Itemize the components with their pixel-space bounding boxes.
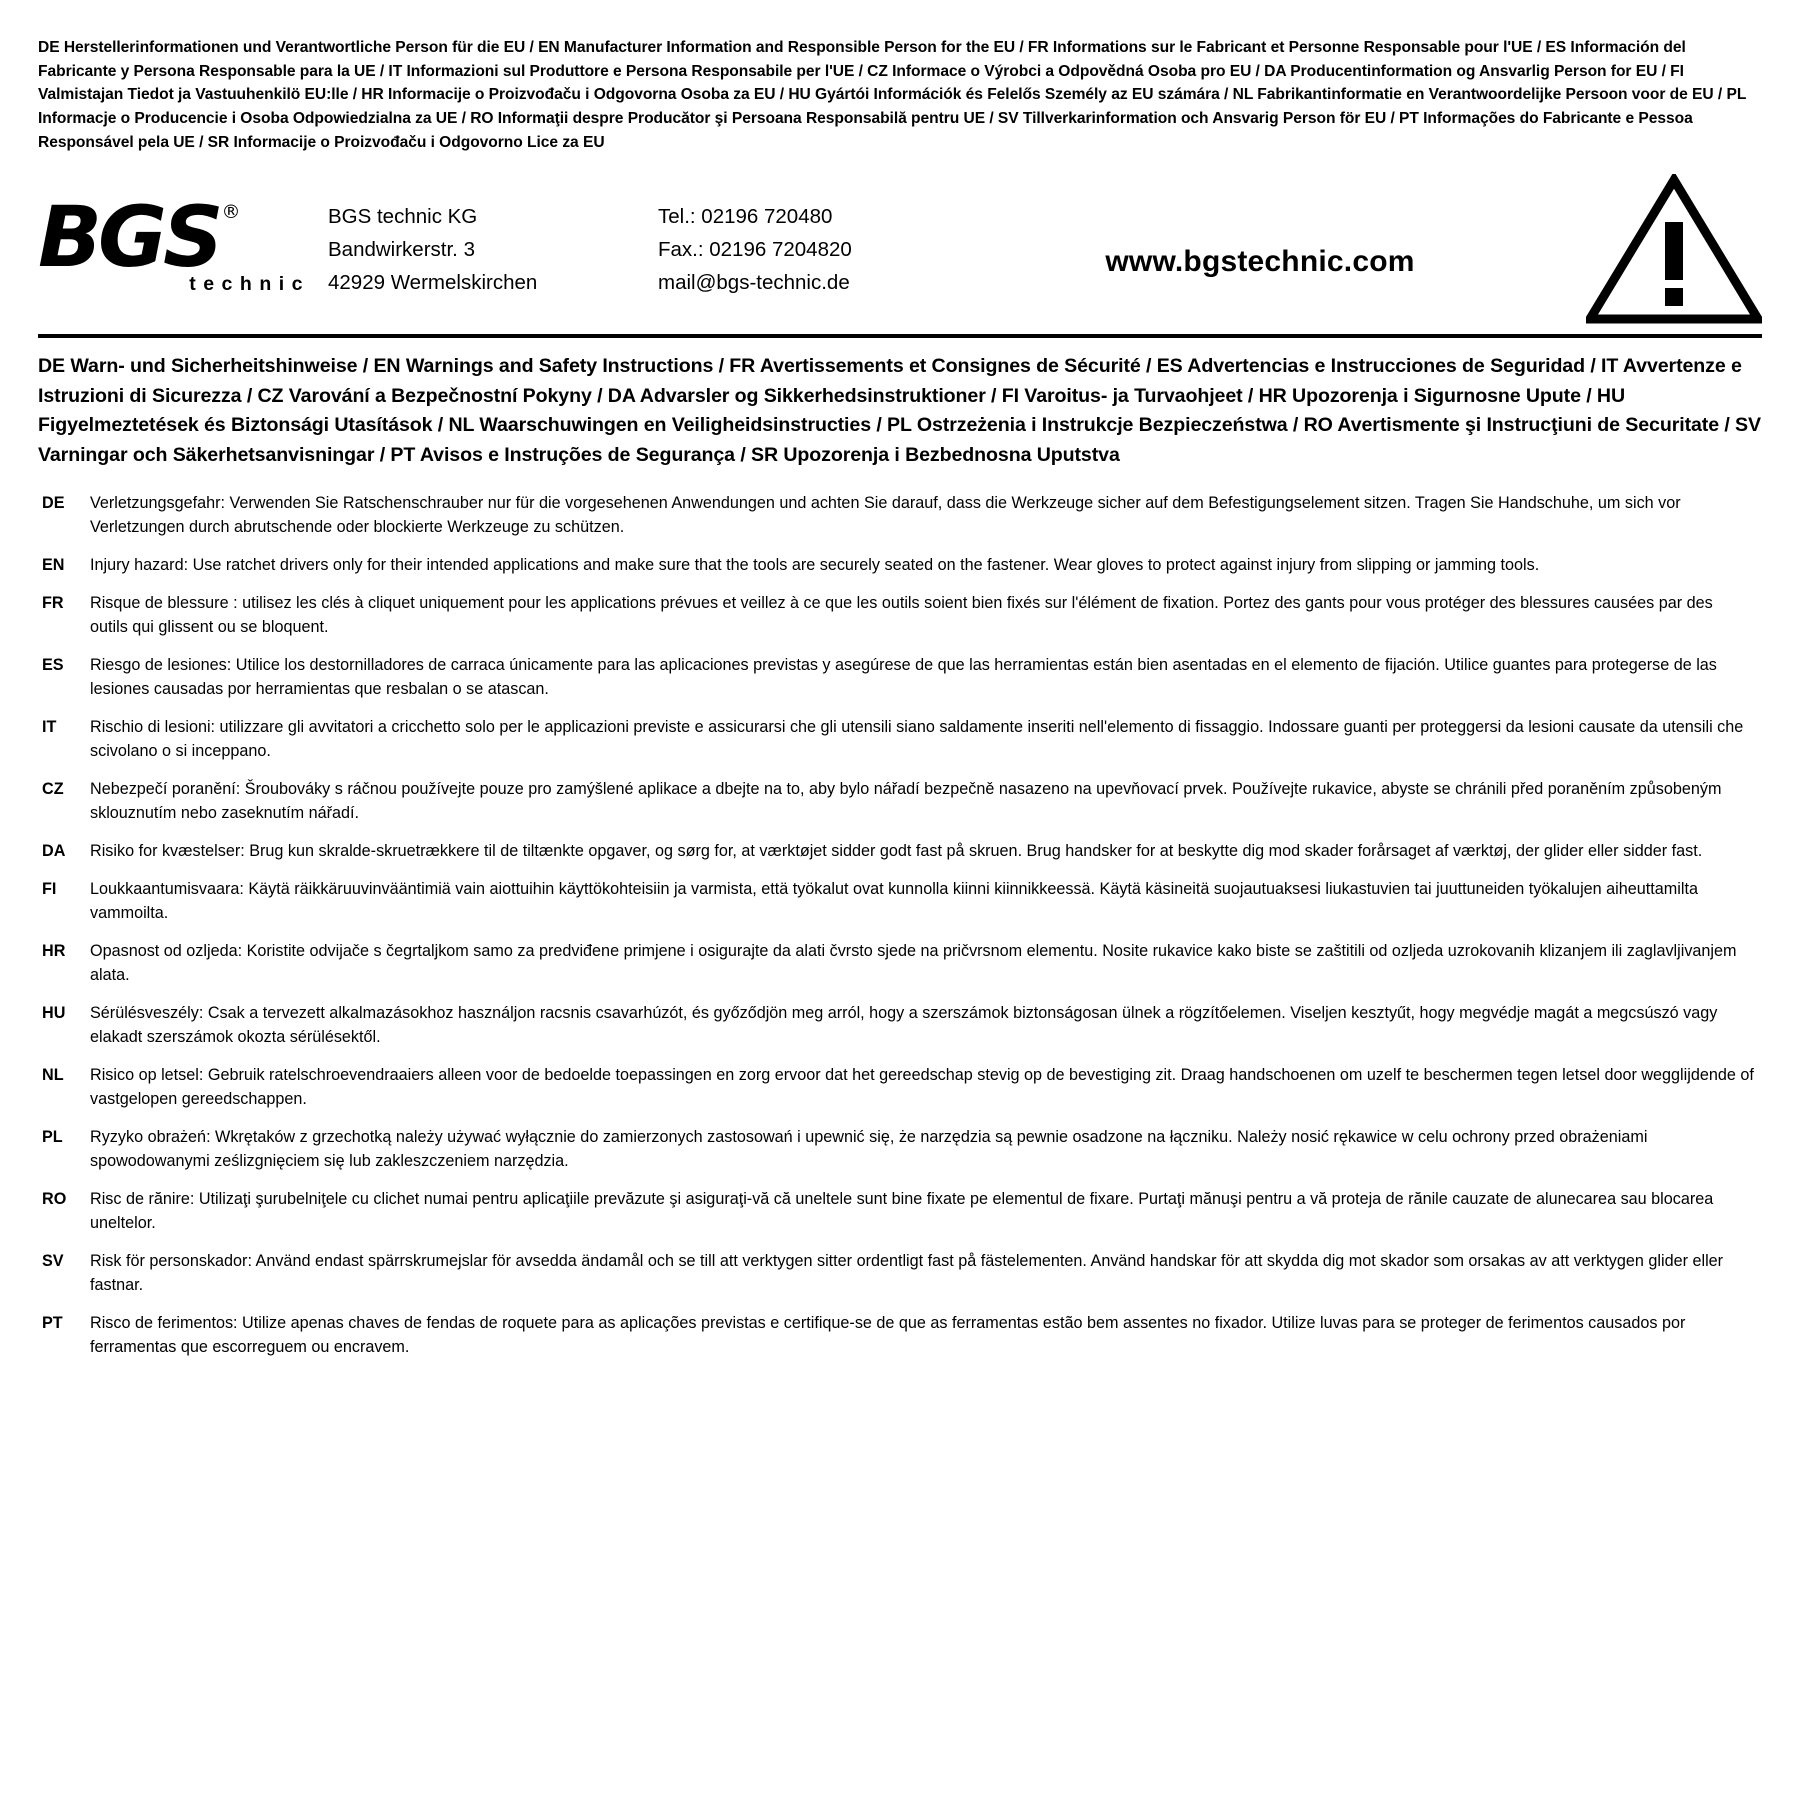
warning-triangle-icon xyxy=(1572,170,1762,324)
language-code: DA xyxy=(42,842,66,861)
registered-mark-icon: ® xyxy=(221,200,237,223)
bgs-logo xyxy=(38,187,328,297)
logo-wordmark-text: BGS xyxy=(38,187,220,286)
list-item xyxy=(38,592,1762,639)
instruction-text: Risico op letsel: Gebruik ratelschroevendraaiers alleen voor de bedoelde toepassingen en zorg ervoor dat het gereedschap stevig op de bevestiging zit. Draag handschoenen om uzelf te beschermen tegen letsel door wegglijdende of vastgelopen gereedschappen. xyxy=(90,1066,1754,1108)
instruction-text: Risc de rănire: Utilizaţi şurubelniţele cu clichet numai pentru aplicaţiile prevăzute şi asiguraţi-vă că uneltele sunt bine fixate pe elementul de fixare. Purtaţi mănuşi pentru a vă proteja de rănile cauzate de alunecarea sau blocarea uneltelor. xyxy=(90,1190,1714,1232)
instruction-text: Ryzyko obrażeń: Wkrętaków z grzechotką należy używać wyłącznie do zamierzonych zastosowań i upewnić się, że narzędzia są pewnie osadzone na łączniku. Należy nosić rękawice w celu ochrony przed obrażeniami spowodowanymi ześlizgnięciem się lub zakleszczeniem narzędzia. xyxy=(90,1128,1648,1170)
list-item xyxy=(38,1126,1762,1173)
language-code: HU xyxy=(42,1004,66,1023)
list-item xyxy=(38,716,1762,763)
manufacturer-info-heading: DE Herstellerinformationen und Verantwortliche Person für die EU / EN Manufacturer Information and Responsible Person for the EU / FR Informations sur le Fabricant et Personne Responsable pour l'UE / ES Información del Fabricante y Persona Responsable para la UE / IT Informazioni sul Produttore e Persona Responsabile per l'UE / CZ Informace o Výrobci a Odpovědná Osoba pro EU / DA Producentinformation og Ansvarlig Person for EU / FI Valmistajan Tiedot ja Vastuuhenkilö EU:lle / HR Informacije o Proizvođaču i Odgovorna Osoba za EU / HU Gyártói Információk és Felelős Személy az EU számára / NL Fabrikantinformatie en Verantwoordelijke Persoon voor de EU / PL Informacje o Producencie i Osoba Odpowiedzialna za UE / RO Informaţii despre Producător şi Persoana Responsabilă pentru UE / SV Tillverkarinformation och Ansvarig Person för EU / PT Informações do Fabricante e Pessoa Responsável pela UE / SR Informacije o Proizvođaču i Odgovorno Lice za EU xyxy=(38,39,1747,151)
instruction-text: Sérülésveszély: Csak a tervezett alkalmazásokhoz használjon racsnis csavarhúzót, és győződjön meg arról, hogy a szerszámok biztonságosan ülnek a rögzítőelemen. Viseljen kesztyűt, hogy megvédje magát a megcsúszó vagy elakadt szerszámok okozta sérülésektől. xyxy=(90,1004,1718,1046)
language-code: ES xyxy=(42,656,64,675)
instruction-text: Risiko for kvæstelser: Brug kun skralde-skruetrækkere til de tiltænkte opgaver, og sørg for, at værktøjet sidder godt fast på skruen. Brug handsker for at beskytte dig mod skader forårsaget af værktøj, der glider eller sidder fast. xyxy=(90,842,1703,861)
company-city: 42929 Wermelskirchen xyxy=(328,271,538,295)
list-item xyxy=(38,1250,1762,1297)
language-code: SV xyxy=(42,1252,64,1271)
language-code: HR xyxy=(42,942,66,961)
instruction-text: Loukkaantumisvaara: Käytä räikkäruuvinvääntimiä vain aiottuihin käyttökohteisiin ja varmista, että työkalut ovat kunnolla kiinni kiinnikkeessä. Käytä käsineitä suojautuaksesi liukastuvien tai juuttuneiden työkalujen aiheuttamilta vammoilta. xyxy=(90,880,1698,923)
company-street: Bandwirkerstr. 3 xyxy=(328,237,475,261)
instruction-text: Risco de ferimentos: Utilize apenas chaves de fendas de roquete para as aplicações previstas e certifique-se de que as ferramentas estão bem assentes no fixador. Utilize luvas para se proteger de ferimentos causados por ferramentas que escorreguem ou encravem. xyxy=(90,1314,1686,1356)
company-contact xyxy=(658,196,948,300)
list-item xyxy=(38,778,1762,825)
company-name: BGS technic KG xyxy=(328,204,478,228)
instruction-text: Rischio di lesioni: utilizzare gli avvitatori a cricchetto solo per le applicazioni previste e assicurarsi che gli utensili siano saldamente inseriti nell'elemento di fissaggio. Indossare guanti per proteggersi da lesioni causate da utensili che scivolano o si inceppano. xyxy=(90,718,1744,760)
list-item xyxy=(38,940,1762,987)
list-item xyxy=(38,878,1762,925)
language-code: EN xyxy=(42,555,65,574)
instruction-text: Nebezpečí poranění: Šroubováky s ráčnou používejte pouze pro zamýšlené aplikace a dbejte na to, aby bylo nářadí bezpečně nasazeno na upevňovací prvek. Používejte rukavice, abyste se chránili před poraněním způsobeným sklouznutím nebo zaseknutím nářadí. xyxy=(90,780,1722,822)
list-item xyxy=(38,1064,1762,1111)
list-item xyxy=(38,654,1762,701)
company-fax: Fax.: 02196 7204820 xyxy=(658,237,852,261)
logo-wordmark xyxy=(38,187,237,286)
company-tel: Tel.: 02196 720480 xyxy=(658,204,833,228)
language-code: PT xyxy=(42,1314,63,1333)
language-code: FI xyxy=(42,880,57,899)
company-address xyxy=(328,196,658,300)
brand-contact-band xyxy=(38,164,1762,338)
language-code: RO xyxy=(42,1190,67,1209)
language-code: DE xyxy=(42,494,65,512)
company-email[interactable]: mail@bgs-technic.de xyxy=(658,271,850,295)
instruction-text: Risque de blessure : utilisez les clés à cliquet uniquement pour les applications prévues et veillez à ce que les outils soient bien fixés sur l'élément de fixation. Portez des gants pour vous protéger des blessures causées par des outils qui glissent ou se bloquent. xyxy=(90,594,1713,636)
company-website[interactable]: www.bgstechnic.com xyxy=(1105,245,1415,279)
list-item xyxy=(38,554,1762,578)
instruction-text: Riesgo de lesiones: Utilice los destornilladores de carraca únicamente para las aplicaciones previstas y asegúrese de que las herramientas están bien asentadas en el elemento de fijación. Utilice guantes para protegerse de las lesiones causadas por herramientas que resbalan o se atascan. xyxy=(90,656,1717,698)
logo-subtitle: technic xyxy=(189,273,310,296)
list-item xyxy=(38,840,1762,864)
instruction-text: Risk för personskador: Använd endast spärrskrumejslar för avsedda ändamål och se till att verktygen sitter ordentligt fast på fästelementen. Använd handskar för att skydda dig mot skador som orsakas av att verktygen glider eller fastnar. xyxy=(90,1252,1724,1294)
instruction-text: Opasnost od ozljeda: Koristite odvijače s čegrtaljkom samo za predviđene primjene i osigurajte da alati čvrsto sjede na pričvrsnom elementu. Nosite rukavice kako biste se zaštitili od ozljeda uzrokovanih klizanjem ili zaglavljivanjem alata. xyxy=(90,942,1737,985)
instruction-text: Verletzungsgefahr: Verwenden Sie Ratschenschrauber nur für die vorgesehenen Anwendungen und achten Sie darauf, dass die Werkzeuge sicher auf dem Befestigungselement sitzen. Tragen Sie Handschuhe, um sich vor Verletzungen durch abrutschende oder blockierte Werkzeuge zu schützen. xyxy=(90,494,1681,536)
language-code: PL xyxy=(42,1128,63,1147)
list-item xyxy=(38,492,1762,539)
language-code: NL xyxy=(42,1066,64,1085)
instruction-text: Injury hazard: Use ratchet drivers only for their intended applications and make sure that the tools are securely seated on the fastener. Wear gloves to protect against injury from slipping or jamming tools. xyxy=(90,555,1540,574)
list-item xyxy=(38,1312,1762,1359)
warnings-title: DE Warn- und Sicherheitshinweise / EN Warnings and Safety Instructions / FR Avertissements et Consignes de Sécurité / ES Advertencias e Instrucciones de Seguridad / IT Avvertenze e Istruzioni di Sicurezza / CZ Varování a Bezpečnostní Pokyny / DA Advarsler og Sikkerhedsinstruktioner / FI Varoitus- ja Turvaohjeet / HR Upozorenja i Sigurnosne Upute / HU Figyelmeztetések és Biztonsági Utasítások / NL Waarschuwingen en Veiligheidsinstructies / PL Ostrzeżenia i Instrukcje Bezpieczeństwa / RO Avertismente şi Instrucţiuni de Securitate / SV Varningar och Säkerhetsanvisningar / PT Avisos e Instruções de Segurança / SR Upozorenja i Bezbednosna Uputstva xyxy=(38,355,1761,466)
list-item xyxy=(38,1188,1762,1235)
language-code: FR xyxy=(42,594,64,613)
language-code: IT xyxy=(42,718,57,737)
language-code: CZ xyxy=(42,780,64,799)
list-item xyxy=(38,1002,1762,1049)
instruction-list xyxy=(38,492,1762,1360)
